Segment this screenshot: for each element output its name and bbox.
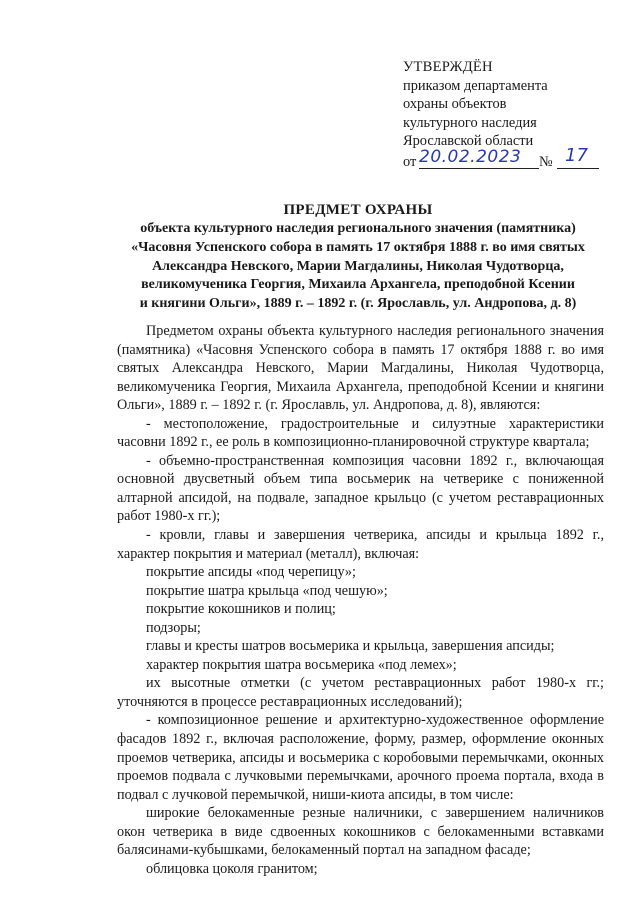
heading-line: Александра Невского, Марии Магдалины, Николая Чудотворца, bbox=[152, 258, 564, 274]
roof-item: покрытие шатра крыльца «под чешую»; bbox=[146, 582, 388, 599]
roof-item: характер покрытия шатра восьмерика «под лемех»; bbox=[146, 656, 457, 673]
date-underline bbox=[419, 168, 539, 169]
paragraph-location: - местоположение, градостроительные и силуэтные характеристики часовни 1892 г., ее роль в композиционно-планировочной структуре квартала; bbox=[117, 415, 604, 451]
approval-line: охраны объектов bbox=[403, 96, 507, 113]
paragraph-facades: - композиционное решение и архитектурно-художественное оформление фасадов 1892 г., включая расположение, форму, размер, оформление оконных проемов четверика, апсиды и восьмерика с коробовыми перемычками, оконных проемов подвала с лучковыми перемычками, арочного проема портала, входа в подвал с лучковой перемычкой, ниши-киота апсиды, в том числе: bbox=[117, 712, 604, 803]
approval-title: УТВЕРЖДЁН bbox=[403, 59, 493, 75]
page-title: ПРЕДМЕТ ОХРАНЫ bbox=[283, 202, 433, 218]
heading-line: «Часовня Успенского собора в память 17 октября 1888 г. во имя святых bbox=[131, 239, 585, 255]
paragraph-roofs: - кровли, главы и завершения четверика, апсиды и крыльца 1892 г., характер покрытия и материал (металл), включая: bbox=[117, 527, 604, 562]
roof-item: покрытие апсиды «под черепицу»; bbox=[146, 564, 356, 581]
paragraph-casings: широкие белокаменные резные наличники, с завершением наличников окон четверика в виде сдвоенных кокошников с белокаменными вставками балясинами-кубышками, белокаменный портал на западном фасаде; bbox=[117, 805, 604, 859]
roof-item: главы и кресты шатров восьмерика и крыльца, завершения апсиды; bbox=[146, 638, 555, 655]
heading-line: великомученика Георгия, Михаила Архангела, преподобной Ксении bbox=[141, 277, 575, 293]
handwritten-number: 17 bbox=[565, 144, 588, 166]
heading-line: и княгини Ольги», 1889 г. – 1892 г. (г. Ярославль, ул. Андропова, д. 8) bbox=[139, 296, 577, 312]
roof-item: подзоры; bbox=[146, 619, 201, 636]
intro-paragraph: Предметом охраны объекта культурного наследия регионального значения (памятника) «Часовня Успенского собора в память 17 октября 1888 г. во имя святых Александра Невского, Марии Магдалины, Николая Чудотворца, великомученика Георгия, Михаила Архангела, преподобной Ксении и княгини Ольги», 1889 г. – 1892 г. (г. Ярославль, ул. Андропова, д. 8), являются: bbox=[117, 323, 604, 414]
paragraph-heights: их высотные отметки (с учетом реставрационных работ 1980-х гг.; уточняются в процессе реставрационных исследований); bbox=[117, 675, 604, 710]
document-body bbox=[117, 322, 604, 878]
date-prefix: от bbox=[403, 153, 417, 170]
number-underline bbox=[557, 168, 599, 169]
handwritten-date: 20.02.2023 bbox=[419, 146, 522, 167]
approval-line: Ярославской области bbox=[403, 133, 534, 150]
approval-block bbox=[403, 58, 613, 173]
heading-line: объекта культурного наследия регионального значения (памятника) bbox=[140, 221, 576, 236]
document-heading bbox=[98, 201, 618, 314]
approval-line: приказом департамента bbox=[403, 77, 548, 94]
paragraph-volume: - объемно-пространственная композиция часовни 1892 г., включающая основной двусветный объем типа восьмерик на четверике с пониженной алтарной апсидой, на подвале, западное крыльцо (с учетом реставрационных работ 1980-х гг.); bbox=[117, 452, 604, 525]
roof-item: покрытие кокошников и полиц; bbox=[146, 601, 336, 618]
paragraph-plinth: облицовка цоколя гранитом; bbox=[146, 860, 318, 877]
approval-line: культурного наследия bbox=[403, 114, 537, 131]
approval-date-number bbox=[403, 144, 613, 173]
number-sign: № bbox=[539, 153, 553, 170]
